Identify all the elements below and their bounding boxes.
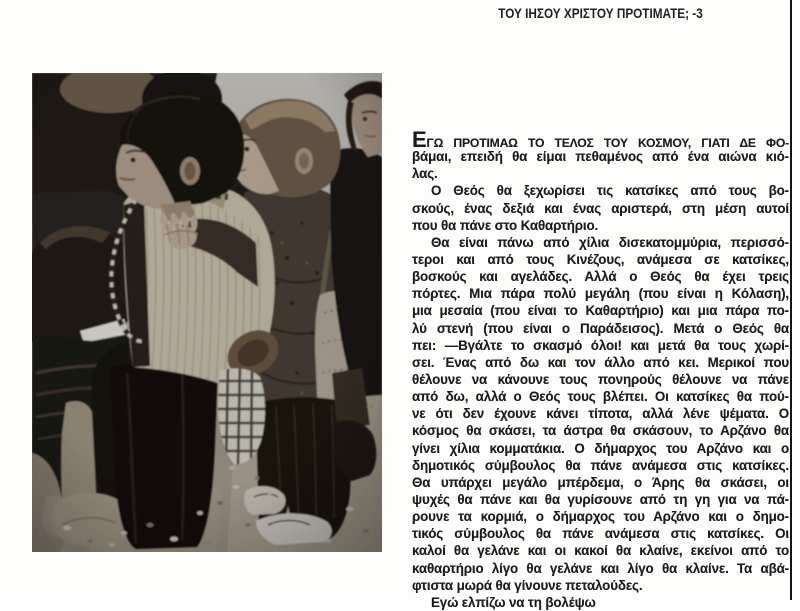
text-line: ψυχές θα πάνε και θα γυρίσουνε από τη γη για να πά- — [412, 491, 789, 507]
running-header: ΤΟΥ ΙΗΣΟΥ ΧΡΙΣΤΟΥ ΠΡΟΤΙΜΑΤΕ; -3 — [498, 5, 703, 21]
text-line: δημοτικός σύμβουλος θα πάνε ανάμεσα στις κατσίκες. — [412, 457, 789, 473]
text-line: τικός σύμβουλος θα πάνε ανάμεσα στις κατσίκες. Οι — [412, 526, 789, 542]
text-line: μια μεσαία (που είναι το Καθαρτήριο) και μια πάρα πο- — [412, 303, 789, 319]
text-line: πόρτες. Μια πάρα πολύ μεγάλη (που είναι η Κόλαση), — [412, 286, 789, 302]
text-line: που θα πάνε στο Καθαρτήριο. — [412, 217, 599, 233]
text-line: πει: —Βγάλτε το σκασμό όλοι! και μετά θα τους χωρί- — [412, 337, 789, 353]
photo-children-queue — [32, 73, 382, 552]
text-line: λας. — [412, 166, 438, 182]
text-line: Θα υπάρχει μεγάλο μπέρδεμα, ο Άρης θα σκάσει, οι — [412, 474, 789, 490]
body-text-column — [412, 127, 789, 611]
text-line: νε ότι δεν έχουνε κάνει τίποτα, αλλά λένε ψέματα. Ο — [412, 406, 789, 422]
text-line: λύ στενή (που είναι ο Παράδεισος). Μετά ο Θεός θα — [412, 320, 789, 336]
text-line: καλοί θα γελάνε και οι κακοί θα κλαίνε, εκείνοι από το — [412, 543, 789, 559]
text-line: καθαρτήριο λίγο θα γελάνε και λίγο θα κλαίνε. Τα αβά- — [412, 560, 789, 576]
text-line: ΕΓΩ ΠΡΟΤΙΜΑΩ ΤΟ ΤΕΛΟΣ ΤΟΥ ΚΟΣΜΟΥ, ΓΙΑΤΙ ΔΕ ΦΟ- — [412, 127, 789, 152]
text-line: τεροι και από τους Κινέζους, ανάμεσα σε κατσίκες, — [412, 251, 789, 267]
text-line: γίνει χίλια κομματάκια. Ο δήμαρχος του Αρζάνο και ο — [412, 440, 789, 456]
text-line: από δω, αλλά ο Θεός τους βλέπει. Οι κατσίκες θα πού- — [412, 389, 789, 405]
text-line: Ο Θεός θα ξεχωρίσει τις κατσίκες από τους βο- — [431, 183, 789, 199]
text-line: βοσκούς και αγελάδες. Αλλά ο Θεός θα έχει τρεις — [412, 269, 789, 285]
page-edge-rule — [790, 0, 792, 600]
text-line: Θα είναι πάνω από χίλια δισεκατομμύρια, περισσό- — [431, 234, 789, 250]
text-line: φτιστα μωρά θα γίνουνε πεταλούδες. — [412, 577, 643, 593]
text-line: σει. Ένας από δω και τον άλλο από κει. Μερικοί που — [412, 354, 789, 370]
photo-grain — [32, 73, 382, 552]
text-line: ρουνε τα κορμιά, ο δήμαρχος του Αρζάνο και ο δημο- — [412, 509, 789, 525]
text-line: Εγώ ελπίζω να τη βολέψω — [431, 594, 596, 610]
text-line: θέλουνε να κάνουνε τους πονηρούς θέλουνε να πάνε — [412, 371, 789, 387]
text-line: κόσμος θα σκάσει, τα άστρα θα σκάσουν, το Αρζάνο θα — [412, 423, 789, 439]
text-line: σκούς, ένας δεξιά και ένας αριστερά, στη μέση αυτοί — [412, 200, 789, 216]
text-line: βάμαι, επειδή θα είμαι πεθαμένος από ένα αιώνα κιό- — [412, 149, 789, 165]
